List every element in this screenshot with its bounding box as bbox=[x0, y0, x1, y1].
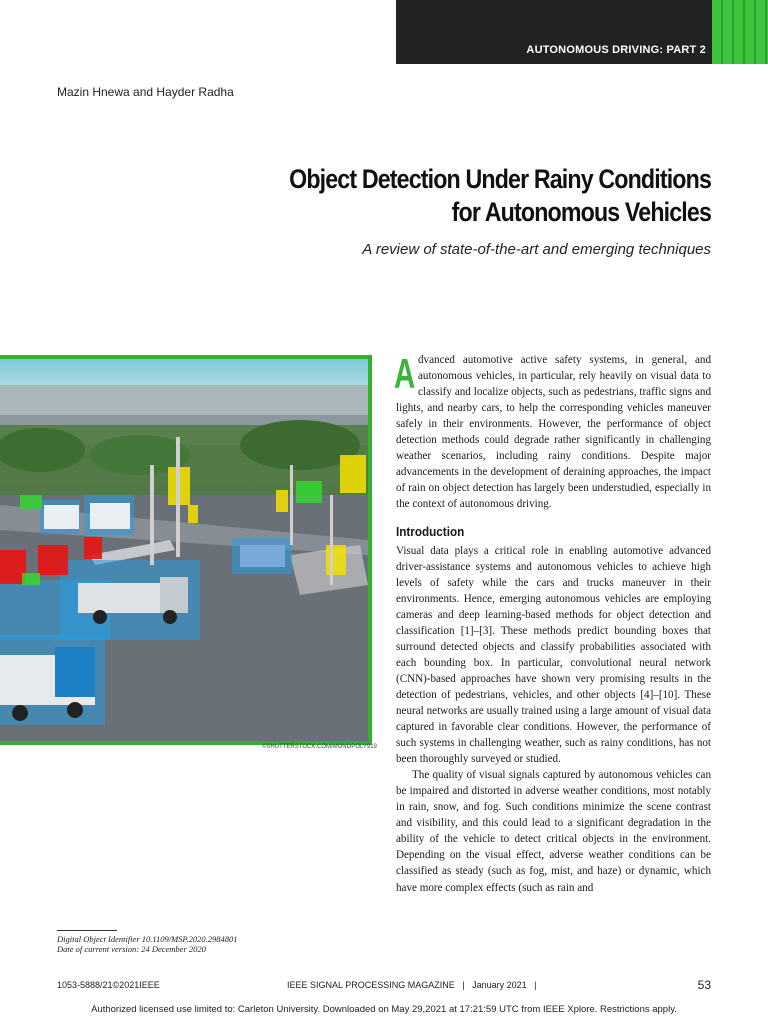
section-heading-introduction: Introduction bbox=[396, 524, 465, 540]
doi-line: Digital Object Identifier 10.1109/MSP.2020.2984801 bbox=[57, 934, 238, 944]
body-column bbox=[396, 352, 711, 896]
footer-separator-2: | bbox=[534, 980, 537, 990]
authors: Mazin Hnewa and Hayder Radha bbox=[57, 85, 234, 99]
title-line-1: Object Detection Under Rainy Conditions bbox=[289, 164, 711, 194]
issn: 1053-5888/21©2021IEEE bbox=[57, 980, 160, 990]
issue-date: January 2021 bbox=[472, 980, 527, 990]
image-credit: ©SHUTTERSTOCK.COM/MONOPOLY919 bbox=[262, 744, 377, 750]
intro-paragraph-2: The quality of visual signals captured by autonomous vehicles can be impaired and distorted in adverse weather conditions, most notably in rain, snow, and fog. Such conditions minimize the scene contrast and visibility, and this could lead to a significant degradation in the ability of the vehicle to detect critical objects in the environment. Depending on the visual effect, adverse weather conditions can be classified as steady (such as fog, mist, and haze) or dynamic, which have more complex effects (such as rain and bbox=[396, 769, 711, 894]
hero-illustration bbox=[0, 355, 372, 745]
header-accent-stripes bbox=[712, 0, 768, 64]
footer-separator: | bbox=[462, 980, 465, 990]
footnote bbox=[57, 934, 238, 954]
abstract-paragraph bbox=[396, 352, 711, 512]
section-label: AUTONOMOUS DRIVING: PART 2 bbox=[526, 44, 706, 56]
magazine-name: IEEE SIGNAL PROCESSING MAGAZINE bbox=[287, 980, 455, 990]
article-title bbox=[264, 163, 711, 229]
abstract-text: dvanced automotive active safety systems, in general, and autonomous vehicles, in particular, rely heavily on visual data to classify and localize objects, such as pedestrians, traffic signs and lights, and nearby cars, to help the corresponding vehicles maneuver safely in their environments. However, the performance of object detection methods could degrade rather significantly in challenging weather scenarios, including rainy conditions. Despite major advancements in the development of deraining approaches, the impact of rain on object detection has largely been understudied, especially in the context of autonomous driving. bbox=[396, 354, 711, 511]
footnote-rule bbox=[57, 930, 117, 931]
section-header-bar bbox=[396, 0, 712, 64]
drop-cap: A bbox=[394, 350, 416, 397]
intro-paragraph-1: Visual data plays a critical role in enabling automotive advanced driver-assistance systems and autonomous vehicles to achieve high levels of safety while the cars and trucks maneuver in their environments. Hence, emerging autonomous vehicles are employing cameras and deep learning-based methods for object detection and classification [1]–[3]. These methods predict bounding boxes that surround detected objects and classify probabilities associated with each bounding box. In particular, convolutional neural network (CNN)-based approaches have shown very promising results in the detection of pedestrians, vehicles, and other objects [4]–[10]. These neural networks are usually trained using a large amount of visual data captured in favorable clear conditions. However, the performance of such systems in challenging weather, such as rainy conditions, has not been thoroughly surveyed or studied. bbox=[396, 544, 711, 766]
magazine-info bbox=[287, 980, 537, 990]
date-line: Date of current version: 24 December 2020 bbox=[57, 944, 206, 954]
authorization-notice: Authorized licensed use limited to: Carleton University. Downloaded on May 29,2021 at 17:21:59 UTC from IEEE Xplore. Restrictions apply. bbox=[91, 1004, 677, 1015]
article-subtitle: A review of state-of-the-art and emerging techniques bbox=[362, 241, 711, 258]
title-line-2: for Autonomous Vehicles bbox=[451, 197, 711, 227]
page-number: 53 bbox=[697, 978, 711, 992]
